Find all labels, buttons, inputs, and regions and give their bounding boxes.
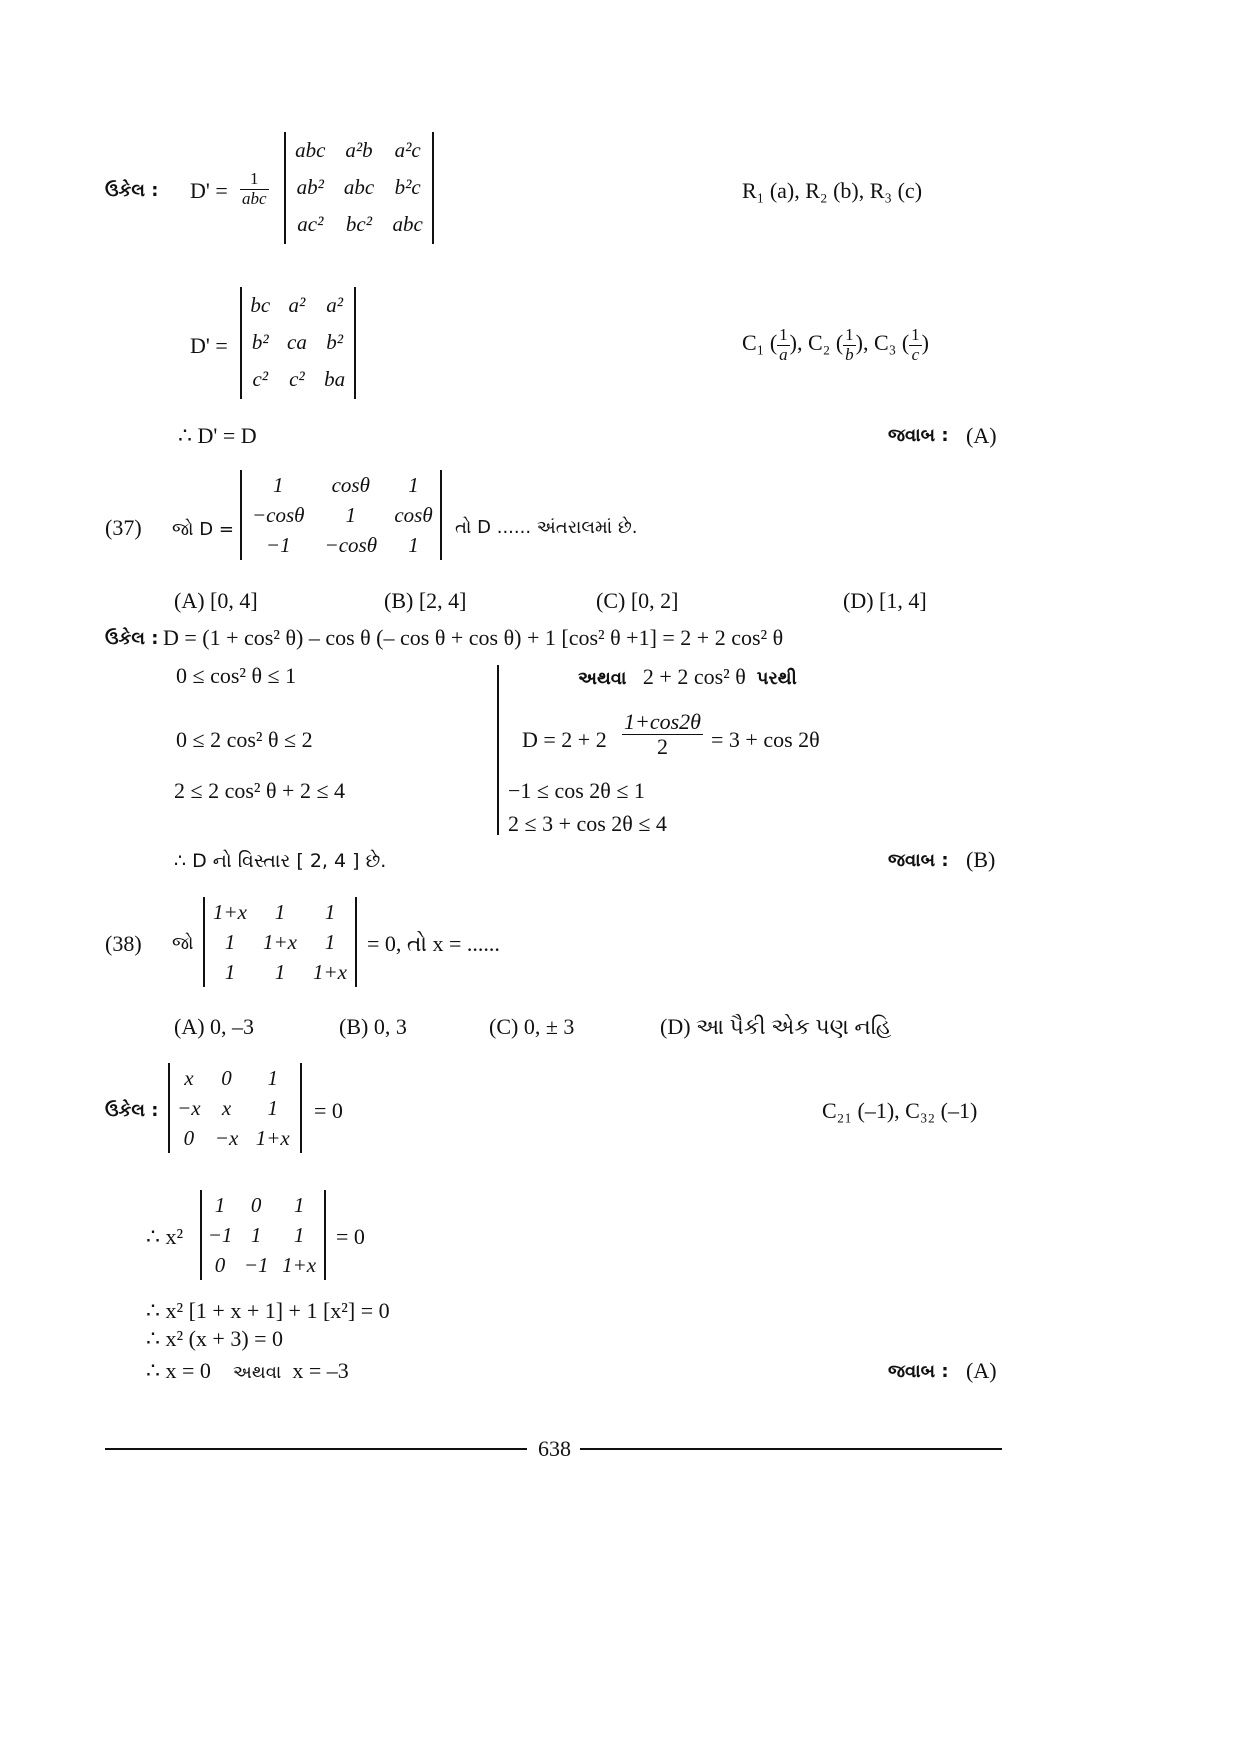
page-number: 638 [538,1436,571,1461]
q38-option-c: (C) 0, ± 3 [489,1014,575,1039]
q37-d-suffix: = 3 + cos 2θ [711,727,820,752]
matrix-row [170,1093,300,1123]
matrix-row [205,927,355,957]
dprime-lhs: D' = [190,178,228,203]
q38-solution-eq: = 0 [314,1098,343,1123]
matrix-row [205,897,355,927]
coefficient-fraction: $\frac{1}{\text{abc}}$ [242,169,267,208]
matrix-row [170,1123,300,1153]
matrix-cell: −1 [243,1252,269,1277]
matrix-cell: −1 [207,1222,233,1247]
matrix-row [286,132,432,169]
column-operations [742,326,929,364]
q38-solution-determinant [168,1063,302,1153]
matrix-cell: 1+x [213,899,247,924]
matrix-cell: ca [287,330,307,354]
q37-solution-label: ઉકેલ : [105,628,159,649]
q37-option-c: (C) [0, 2] [596,588,679,613]
matrix-cell: bc² [345,212,373,236]
q38-step2-prefix: ∴ x² [146,1224,184,1249]
q38-determinant [203,897,357,987]
q38-column-operations: C₂₁ (–1), C₃₂ (–1) [822,1098,978,1123]
matrix-cell: cosθ [394,502,433,527]
matrix-cell: 1 [408,532,419,557]
matrix-cell: a²b [345,138,373,162]
matrix-cell: c² [289,367,305,391]
q37-right-step-2: 2 ≤ 3 + cos 2θ ≤ 4 [508,811,667,836]
dprime-lhs-2: D' = [190,333,228,358]
q38-answer-label: જવાબ : [888,1361,949,1382]
matrix-cell: 1 [324,929,336,954]
q37-half-angle-fraction: $\frac{1+\cos 2\theta}{2}$ [624,709,701,760]
matrix-cell: 0 [183,1125,195,1150]
matrix-row [242,287,354,324]
matrix-cell: c² [252,367,269,391]
matrix-cell: a² [288,293,306,317]
matrix-cell: 1 [274,899,286,924]
matrix-cell: bc [250,293,271,317]
q38-option-d: (D) આ પૈકી એક પણ નહિ [660,1014,892,1039]
matrix-cell: 1 [345,502,357,527]
q37-option-d: (D) [1, 4] [843,588,927,613]
matrix-cell: 1 [274,959,286,984]
q38-solution-label: ઉકેલ : [105,1100,159,1121]
column-op: C₁ ( $\frac{1}{a}$ ), [742,325,808,364]
q38-step5: ∴ x = 0 અથવા x = –3 [146,1358,349,1383]
column-op: C₂ ( $\frac{1}{b}$ ), [808,325,874,364]
q37-left-step-2: 0 ≤ 2 cos² θ ≤ 2 [176,727,313,752]
matrix-cell: abc [392,212,423,236]
q37-determinant [240,470,442,560]
matrix-cell: ab² [296,175,324,199]
q37-answer: (B) [966,847,996,872]
matrix-cell: a²c [394,138,421,162]
q37-option-a: (A) [0, 4] [174,588,258,613]
q37-d-prefix: D = 2 + 2 [522,727,607,752]
matrix-cell: 0 [214,1252,226,1277]
matrix-cell: 1 [267,1065,278,1090]
footer-rule-right [580,1448,1002,1450]
matrix-row [286,169,432,206]
q38-number: (38) [105,931,142,956]
matrix-cell: ba [324,367,346,391]
matrix-cell: 0 [221,1065,232,1090]
matrix-cell: b² [251,330,269,354]
matrix-cell: 1+x [255,1125,290,1150]
matrix-cell: 1 [250,1222,262,1247]
matrix-cell: −1 [265,532,291,557]
matrix-row [202,1250,324,1280]
q38-answer: (A) [966,1358,997,1383]
footer-rule-left [105,1448,527,1450]
matrix-cell: −cosθ [252,502,305,527]
matrix-row [242,530,440,560]
q38-option-b: (B) 0, 3 [339,1014,407,1039]
matrix-cell: −cosθ [324,532,378,557]
q37-left-step-1: 0 ≤ cos² θ ≤ 1 [176,663,297,688]
matrix-cell: 1 [293,1222,305,1247]
matrix-cell: −x [177,1095,201,1120]
matrix-cell: 1 [273,472,284,497]
determinant-2 [240,287,356,399]
row-operations: R₁ (a), R₂ (b), R₃ (c) [742,178,923,203]
matrix-cell: abc [295,138,326,162]
matrix-row [242,361,354,398]
matrix-cell: x [184,1065,194,1090]
q37-conclusion: ∴ D નો વિસ્તાર [ 2, 4 ] છે. [174,850,387,872]
q38-step2-eq: = 0 [336,1224,365,1249]
matrix-cell: b² [326,330,343,354]
q37-alt-heading: અથવા 2 + 2 cos² θ પરથી [578,664,797,689]
matrix-cell: 1+x [282,1252,317,1277]
matrix-cell: cosθ [331,472,370,497]
q36-answer: (A) [966,423,997,448]
matrix-row [202,1220,324,1250]
matrix-row [202,1190,324,1220]
q38-step3: ∴ x² [1 + x + 1] + 1 [x²] = 0 [146,1298,390,1323]
q37-number: (37) [105,515,142,540]
q38-if: જો [172,933,194,954]
q38-step4: ∴ x² (x + 3) = 0 [146,1326,284,1351]
answer-label: જવાબ : [888,425,949,446]
q38-option-a: (A) 0, –3 [174,1014,255,1039]
q37-if-d: જો D = [172,519,234,540]
matrix-cell: 0 [250,1192,262,1217]
matrix-cell: 1 [267,1095,278,1120]
matrix-cell: 1+x [313,959,347,984]
matrix-cell: 1 [224,959,236,984]
matrix-cell: 1+x [263,929,297,954]
q37-option-b: (B) [2, 4] [384,588,467,613]
matrix-row [242,500,440,530]
matrix-cell: b²c [394,175,421,199]
matrix-cell: a² [326,293,343,317]
q37-answer-label: જવાબ : [888,850,949,871]
column-divider [497,665,499,835]
determinant-1 [284,132,434,244]
solution-label: ઉકેલ : [105,180,159,201]
q37-question-tail: તો D ...... અંતરાલમાં છે. [455,517,638,538]
matrix-row [286,206,432,243]
q38-question-tail: = 0, તો x = ...... [367,931,500,956]
q37-right-step-1: −1 ≤ cos 2θ ≤ 1 [508,778,645,803]
matrix-cell: x [221,1095,232,1120]
matrix-cell: ac² [297,212,324,236]
q38-step2-determinant [200,1190,326,1280]
matrix-cell: 1 [224,929,236,954]
matrix-row [242,324,354,361]
matrix-cell: −x [214,1125,239,1150]
matrix-cell: 1 [324,899,336,924]
matrix-cell: 1 [408,472,419,497]
matrix-cell: abc [343,175,375,199]
matrix-row [170,1063,300,1093]
matrix-cell: 1 [293,1192,305,1217]
q37-left-step-3: 2 ≤ 2 cos² θ + 2 ≤ 4 [174,778,346,803]
q36-conclusion: ∴ D' = D [178,423,257,448]
q37-solution-line: D = (1 + cos² θ) – cos θ (– cos θ + cos θ) + 1 [cos² θ +1] = 2 + 2 cos² θ [163,625,784,650]
column-op: C₃ ( $\frac{1}{c}$ ) [874,325,929,364]
matrix-row [242,470,440,500]
matrix-cell: 1 [214,1192,226,1217]
matrix-row [205,957,355,987]
